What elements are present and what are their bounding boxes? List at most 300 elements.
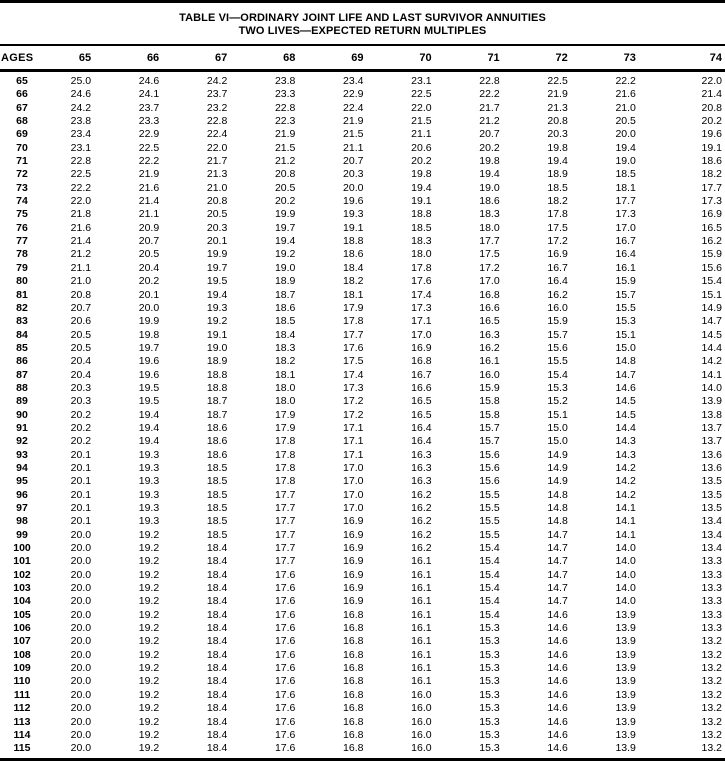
value-cell: 17.7 <box>479 235 500 248</box>
value-cell: 13.9 <box>615 688 636 701</box>
value-cell: 16.8 <box>343 688 364 701</box>
value-cell: 20.2 <box>138 275 160 288</box>
value-cell: 16.0 <box>411 715 432 728</box>
value-cell: 17.0 <box>343 475 364 488</box>
value-cell: 19.2 <box>138 595 160 608</box>
value-cell: 19.2 <box>138 702 160 715</box>
value-cell: 17.8 <box>274 475 296 488</box>
value-cell: 18.1 <box>615 181 636 194</box>
age-cell: 80 <box>16 275 28 288</box>
value-cell: 13.2 <box>701 728 722 741</box>
age-cell: 106 <box>13 622 31 635</box>
value-cell: 20.3 <box>70 395 92 408</box>
value-cell: 17.3 <box>343 381 364 394</box>
value-cell: 20.3 <box>547 128 568 141</box>
value-cell: 15.4 <box>479 582 500 595</box>
value-cell: 15.3 <box>479 742 500 755</box>
value-cell: 14.7 <box>547 542 568 555</box>
age-cell: 113 <box>13 715 31 728</box>
value-cell: 18.7 <box>274 288 296 301</box>
value-cell: 21.9 <box>274 128 296 141</box>
table-row <box>0 716 725 729</box>
value-cell: 17.8 <box>274 435 296 448</box>
value-cell: 20.0 <box>70 582 92 595</box>
value-cell: 14.3 <box>615 435 636 448</box>
value-cell: 17.2 <box>343 395 364 408</box>
value-cell: 23.4 <box>70 128 92 141</box>
value-cell: 17.8 <box>547 208 568 221</box>
value-cell: 21.3 <box>206 168 228 181</box>
age-cell: 111 <box>13 688 31 701</box>
value-cell: 17.7 <box>701 181 722 194</box>
value-cell: 13.3 <box>701 582 722 595</box>
table-row <box>0 155 725 168</box>
age-cell: 97 <box>16 502 28 514</box>
table-body <box>0 72 725 756</box>
value-cell: 13.2 <box>701 688 722 701</box>
value-cell: 19.3 <box>138 502 160 514</box>
value-cell: 14.3 <box>615 448 636 461</box>
value-cell: 17.1 <box>411 315 432 328</box>
table-row <box>0 742 725 755</box>
value-cell: 21.1 <box>138 208 160 221</box>
value-cell: 15.1 <box>615 328 636 341</box>
value-cell: 19.1 <box>411 195 432 208</box>
table-row <box>0 262 725 275</box>
value-cell: 14.0 <box>615 542 636 555</box>
value-cell: 18.4 <box>206 622 228 635</box>
value-cell: 19.4 <box>138 435 160 448</box>
value-cell: 20.1 <box>70 448 92 461</box>
value-cell: 16.1 <box>411 568 432 581</box>
value-cell: 13.9 <box>615 608 636 621</box>
value-cell: 19.2 <box>138 728 160 741</box>
value-cell: 16.4 <box>411 435 432 448</box>
table-row <box>0 195 725 208</box>
value-cell: 20.2 <box>70 435 92 448</box>
value-cell: 17.3 <box>411 301 432 314</box>
value-cell: 16.8 <box>343 702 364 715</box>
value-cell: 17.2 <box>343 408 364 421</box>
value-cell: 13.2 <box>701 675 722 688</box>
value-cell: 20.5 <box>138 248 160 261</box>
value-cell: 18.2 <box>274 355 296 368</box>
value-cell: 22.8 <box>70 155 92 168</box>
value-cell: 18.2 <box>701 168 722 181</box>
value-cell: 18.0 <box>479 221 500 234</box>
value-cell: 20.7 <box>70 301 92 314</box>
age-cell: 94 <box>16 461 28 474</box>
value-cell: 18.4 <box>206 742 228 755</box>
table-row <box>0 435 725 448</box>
value-cell: 19.4 <box>479 168 500 181</box>
value-cell: 13.8 <box>701 408 722 421</box>
age-cell: 87 <box>16 368 28 381</box>
value-cell: 19.7 <box>206 261 228 274</box>
value-cell: 23.1 <box>411 75 432 87</box>
value-cell: 20.8 <box>547 115 568 128</box>
value-cell: 17.6 <box>274 622 296 635</box>
value-cell: 17.0 <box>343 461 364 474</box>
value-cell: 18.4 <box>206 582 228 595</box>
value-cell: 16.2 <box>479 341 500 354</box>
table-row <box>0 649 725 662</box>
value-cell: 18.6 <box>479 195 500 208</box>
value-cell: 25.0 <box>70 75 92 87</box>
value-cell: 18.4 <box>206 675 228 688</box>
value-cell: 17.6 <box>274 702 296 715</box>
value-cell: 17.0 <box>479 275 500 288</box>
value-cell: 13.9 <box>615 702 636 715</box>
header-age-68: 68 <box>283 52 296 64</box>
table-row <box>0 609 725 622</box>
value-cell: 16.9 <box>343 515 364 528</box>
value-cell: 16.5 <box>479 315 500 328</box>
value-cell: 22.8 <box>274 101 296 114</box>
value-cell: 17.5 <box>343 355 364 368</box>
value-cell: 18.4 <box>206 728 228 741</box>
value-cell: 18.4 <box>206 715 228 728</box>
value-cell: 22.8 <box>206 115 228 128</box>
value-cell: 13.9 <box>615 622 636 635</box>
value-cell: 22.0 <box>701 75 722 87</box>
age-cell: 93 <box>16 448 28 461</box>
table-row <box>0 275 725 288</box>
value-cell: 20.7 <box>138 235 160 248</box>
value-cell: 22.2 <box>479 88 500 101</box>
value-cell: 19.5 <box>206 275 228 288</box>
value-cell: 19.3 <box>206 301 228 314</box>
value-cell: 17.1 <box>343 448 364 461</box>
value-cell: 19.4 <box>138 421 160 434</box>
value-cell: 23.7 <box>206 88 228 101</box>
value-cell: 18.5 <box>547 181 568 194</box>
value-cell: 14.6 <box>547 742 568 755</box>
value-cell: 20.0 <box>70 635 92 648</box>
table-row <box>0 182 725 195</box>
value-cell: 14.8 <box>547 515 568 528</box>
value-cell: 14.1 <box>615 515 636 528</box>
age-cell: 102 <box>13 568 31 581</box>
value-cell: 18.5 <box>206 528 228 541</box>
value-cell: 19.6 <box>701 128 722 141</box>
value-cell: 17.4 <box>343 368 364 381</box>
value-cell: 18.5 <box>206 461 228 474</box>
value-cell: 20.2 <box>70 408 92 421</box>
value-cell: 14.0 <box>615 582 636 595</box>
value-cell: 22.5 <box>411 88 432 101</box>
value-cell: 24.2 <box>206 75 228 87</box>
value-cell: 18.8 <box>206 381 228 394</box>
value-cell: 24.6 <box>70 88 92 101</box>
value-cell: 17.6 <box>274 608 296 621</box>
value-cell: 16.1 <box>411 555 432 568</box>
age-cell: 68 <box>16 115 28 128</box>
value-cell: 21.6 <box>70 221 92 234</box>
age-cell: 108 <box>13 648 31 661</box>
value-cell: 16.3 <box>411 475 432 488</box>
value-cell: 17.6 <box>343 341 364 354</box>
value-cell: 16.1 <box>615 261 636 274</box>
header-age-74: 74 <box>709 52 722 64</box>
value-cell: 19.9 <box>138 315 160 328</box>
value-cell: 19.2 <box>206 315 228 328</box>
value-cell: 17.0 <box>343 488 364 501</box>
value-cell: 22.8 <box>479 75 500 87</box>
age-cell: 66 <box>16 88 28 101</box>
value-cell: 20.1 <box>70 502 92 514</box>
table-row <box>0 315 725 328</box>
value-cell: 17.6 <box>274 582 296 595</box>
value-cell: 23.3 <box>138 115 160 128</box>
age-cell: 98 <box>16 515 28 528</box>
value-cell: 17.9 <box>274 421 296 434</box>
value-cell: 16.1 <box>411 582 432 595</box>
value-cell: 15.7 <box>615 288 636 301</box>
value-cell: 22.0 <box>70 195 92 208</box>
value-cell: 19.2 <box>138 688 160 701</box>
value-cell: 13.9 <box>615 742 636 755</box>
value-cell: 19.4 <box>411 181 432 194</box>
value-cell: 17.3 <box>701 195 722 208</box>
table-row <box>0 449 725 462</box>
value-cell: 14.6 <box>547 648 568 661</box>
value-cell: 21.7 <box>479 101 500 114</box>
value-cell: 19.3 <box>343 208 364 221</box>
value-cell: 16.8 <box>343 742 364 755</box>
value-cell: 14.0 <box>701 381 722 394</box>
value-cell: 17.3 <box>615 208 636 221</box>
value-cell: 17.6 <box>274 595 296 608</box>
value-cell: 13.9 <box>615 662 636 675</box>
value-cell: 14.2 <box>701 355 722 368</box>
value-cell: 19.5 <box>138 395 160 408</box>
age-cell: 70 <box>16 141 28 154</box>
age-cell: 82 <box>16 301 28 314</box>
value-cell: 18.5 <box>206 502 228 514</box>
value-cell: 16.9 <box>343 528 364 541</box>
value-cell: 20.7 <box>479 128 500 141</box>
value-cell: 21.5 <box>343 128 364 141</box>
value-cell: 18.6 <box>206 448 228 461</box>
value-cell: 15.8 <box>479 395 500 408</box>
value-cell: 14.1 <box>701 368 722 381</box>
age-cell: 103 <box>13 582 31 595</box>
table-row <box>0 168 725 181</box>
value-cell: 20.2 <box>701 115 722 128</box>
value-cell: 13.6 <box>701 461 722 474</box>
value-cell: 19.2 <box>138 528 160 541</box>
value-cell: 16.4 <box>615 248 636 261</box>
value-cell: 19.6 <box>343 195 364 208</box>
value-cell: 19.4 <box>615 141 636 154</box>
value-cell: 19.0 <box>615 155 636 168</box>
value-cell: 14.6 <box>547 675 568 688</box>
age-cell: 65 <box>16 75 28 87</box>
value-cell: 20.2 <box>479 141 500 154</box>
value-cell: 19.2 <box>138 568 160 581</box>
value-cell: 21.4 <box>70 235 92 248</box>
table-row <box>0 675 725 688</box>
value-cell: 20.0 <box>70 715 92 728</box>
value-cell: 13.9 <box>615 715 636 728</box>
value-cell: 21.1 <box>343 141 364 154</box>
value-cell: 23.1 <box>70 141 92 154</box>
value-cell: 13.2 <box>701 715 722 728</box>
value-cell: 15.9 <box>701 248 722 261</box>
value-cell: 19.3 <box>138 488 160 501</box>
value-cell: 19.0 <box>274 261 296 274</box>
value-cell: 21.2 <box>274 155 296 168</box>
table-row <box>0 542 725 555</box>
table-row <box>0 555 725 568</box>
age-cell: 114 <box>13 728 31 741</box>
value-cell: 14.6 <box>547 728 568 741</box>
value-cell: 20.0 <box>70 568 92 581</box>
value-cell: 19.2 <box>138 542 160 555</box>
value-cell: 13.5 <box>701 488 722 501</box>
value-cell: 22.0 <box>206 141 228 154</box>
value-cell: 19.2 <box>138 648 160 661</box>
value-cell: 19.9 <box>274 208 296 221</box>
age-cell: 71 <box>16 155 28 168</box>
table-row <box>0 635 725 648</box>
table-title-line2: TWO LIVES—EXPECTED RETURN MULTIPLES <box>238 25 487 37</box>
table-row <box>0 369 725 382</box>
value-cell: 16.7 <box>615 235 636 248</box>
age-cell: 100 <box>13 542 31 555</box>
value-cell: 24.2 <box>70 101 92 114</box>
value-cell: 21.0 <box>615 101 636 114</box>
value-cell: 15.3 <box>479 662 500 675</box>
value-cell: 18.5 <box>206 515 228 528</box>
value-cell: 18.4 <box>206 635 228 648</box>
value-cell: 21.0 <box>206 181 228 194</box>
value-cell: 16.1 <box>479 355 500 368</box>
value-cell: 22.5 <box>547 75 568 87</box>
age-cell: 78 <box>16 248 28 261</box>
age-cell: 104 <box>13 595 31 608</box>
table-row <box>0 502 725 515</box>
value-cell: 15.3 <box>479 728 500 741</box>
table-row <box>0 582 725 595</box>
value-cell: 14.7 <box>547 555 568 568</box>
value-cell: 15.0 <box>547 435 568 448</box>
value-cell: 21.1 <box>411 128 432 141</box>
header-age-70: 70 <box>419 52 432 64</box>
value-cell: 16.2 <box>547 288 568 301</box>
value-cell: 20.9 <box>138 221 160 234</box>
value-cell: 20.5 <box>206 208 228 221</box>
value-cell: 20.3 <box>206 221 228 234</box>
value-cell: 20.0 <box>70 702 92 715</box>
value-cell: 14.2 <box>615 461 636 474</box>
age-cell: 83 <box>16 315 28 328</box>
table-row <box>0 595 725 608</box>
value-cell: 16.1 <box>411 648 432 661</box>
value-cell: 16.3 <box>411 461 432 474</box>
value-cell: 16.7 <box>411 368 432 381</box>
value-cell: 18.4 <box>206 688 228 701</box>
value-cell: 18.4 <box>343 261 364 274</box>
value-cell: 23.8 <box>274 75 296 87</box>
value-cell: 16.1 <box>411 622 432 635</box>
age-cell: 92 <box>16 435 28 448</box>
value-cell: 23.3 <box>274 88 296 101</box>
value-cell: 15.4 <box>479 568 500 581</box>
value-cell: 17.9 <box>343 301 364 314</box>
value-cell: 13.5 <box>701 475 722 488</box>
header-age-67: 67 <box>215 52 228 64</box>
value-cell: 13.3 <box>701 568 722 581</box>
value-cell: 18.3 <box>411 235 432 248</box>
value-cell: 15.8 <box>479 408 500 421</box>
value-cell: 20.8 <box>70 288 92 301</box>
value-cell: 14.6 <box>547 702 568 715</box>
value-cell: 19.8 <box>411 168 432 181</box>
value-cell: 18.8 <box>206 368 228 381</box>
age-cell: 96 <box>16 488 28 501</box>
value-cell: 13.9 <box>615 635 636 648</box>
value-cell: 17.6 <box>274 728 296 741</box>
value-cell: 16.6 <box>411 381 432 394</box>
value-cell: 16.9 <box>701 208 722 221</box>
value-cell: 15.4 <box>701 275 722 288</box>
value-cell: 13.3 <box>701 622 722 635</box>
value-cell: 17.2 <box>479 261 500 274</box>
value-cell: 13.9 <box>615 675 636 688</box>
age-cell: 74 <box>16 195 28 208</box>
value-cell: 16.3 <box>411 448 432 461</box>
value-cell: 20.4 <box>70 355 92 368</box>
value-cell: 14.8 <box>547 488 568 501</box>
value-cell: 18.6 <box>206 435 228 448</box>
value-cell: 17.8 <box>274 461 296 474</box>
value-cell: 14.2 <box>615 488 636 501</box>
value-cell: 20.8 <box>274 168 296 181</box>
value-cell: 17.2 <box>547 235 568 248</box>
table-row <box>0 662 725 675</box>
table-row <box>0 302 725 315</box>
value-cell: 19.4 <box>138 408 160 421</box>
value-cell: 16.8 <box>343 675 364 688</box>
value-cell: 19.2 <box>138 675 160 688</box>
value-cell: 15.3 <box>547 381 568 394</box>
value-cell: 19.7 <box>138 341 160 354</box>
value-cell: 18.7 <box>206 408 228 421</box>
table-row <box>0 142 725 155</box>
value-cell: 23.8 <box>70 115 92 128</box>
value-cell: 17.7 <box>274 502 296 514</box>
value-cell: 20.3 <box>70 381 92 394</box>
value-cell: 21.4 <box>701 88 722 101</box>
value-cell: 15.5 <box>479 515 500 528</box>
age-cell: 72 <box>16 168 28 181</box>
age-cell: 67 <box>16 101 28 114</box>
value-cell: 16.8 <box>343 728 364 741</box>
value-cell: 20.4 <box>70 368 92 381</box>
value-cell: 18.5 <box>274 315 296 328</box>
value-cell: 15.6 <box>701 261 722 274</box>
table-row <box>0 222 725 235</box>
value-cell: 14.6 <box>547 662 568 675</box>
value-cell: 19.0 <box>206 341 228 354</box>
value-cell: 14.7 <box>615 368 636 381</box>
value-cell: 15.9 <box>547 315 568 328</box>
value-cell: 17.0 <box>411 328 432 341</box>
value-cell: 16.7 <box>547 261 568 274</box>
value-cell: 16.5 <box>411 408 432 421</box>
